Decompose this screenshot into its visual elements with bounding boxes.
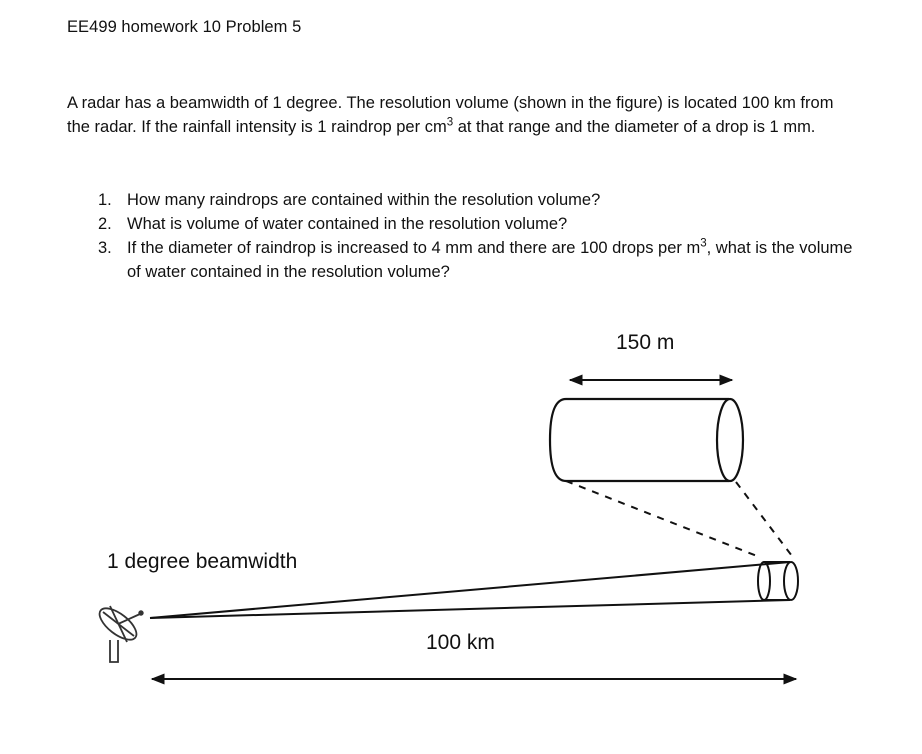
question-3-text-a: If the diameter of raindrop is increased to 4 mm and there are 100 drops per m	[127, 239, 701, 257]
intro-text-2: at that range and the diameter of a drop is 1 mm.	[453, 118, 816, 136]
projection-line-right	[736, 482, 792, 556]
small-cylinder-icon	[758, 562, 798, 600]
question-3-superscript: 3	[700, 237, 707, 250]
intro-superscript: 3	[446, 116, 454, 129]
cylinder-icon	[550, 399, 743, 481]
question-2-text: What is volume of water contained in the resolution volume?	[127, 215, 568, 233]
beamwidth-label: 1 degree beamwidth	[107, 550, 298, 573]
intro-text-1: A radar has a beamwidth of 1 degree. The resolution volume (shown in the figure) is located 100 km from the radar. If the rainfall intensity is 1 raindrop per cm	[67, 94, 834, 136]
range-label: 100 km	[426, 631, 495, 654]
question-3-text-b: , what is the volume of water contained in the resolution volume?	[127, 239, 853, 281]
length-label: 150 m	[616, 331, 675, 354]
page-heading: EE499 homework 10 Problem 5	[67, 18, 302, 36]
question-1-text: How many raindrops are contained within the resolution volume?	[127, 191, 601, 209]
radar-dish-icon	[95, 603, 143, 662]
question-1-number: 1.	[98, 191, 112, 209]
projection-line-left	[566, 481, 757, 556]
question-2-number: 2.	[98, 215, 112, 233]
question-3-number: 3.	[98, 239, 112, 257]
